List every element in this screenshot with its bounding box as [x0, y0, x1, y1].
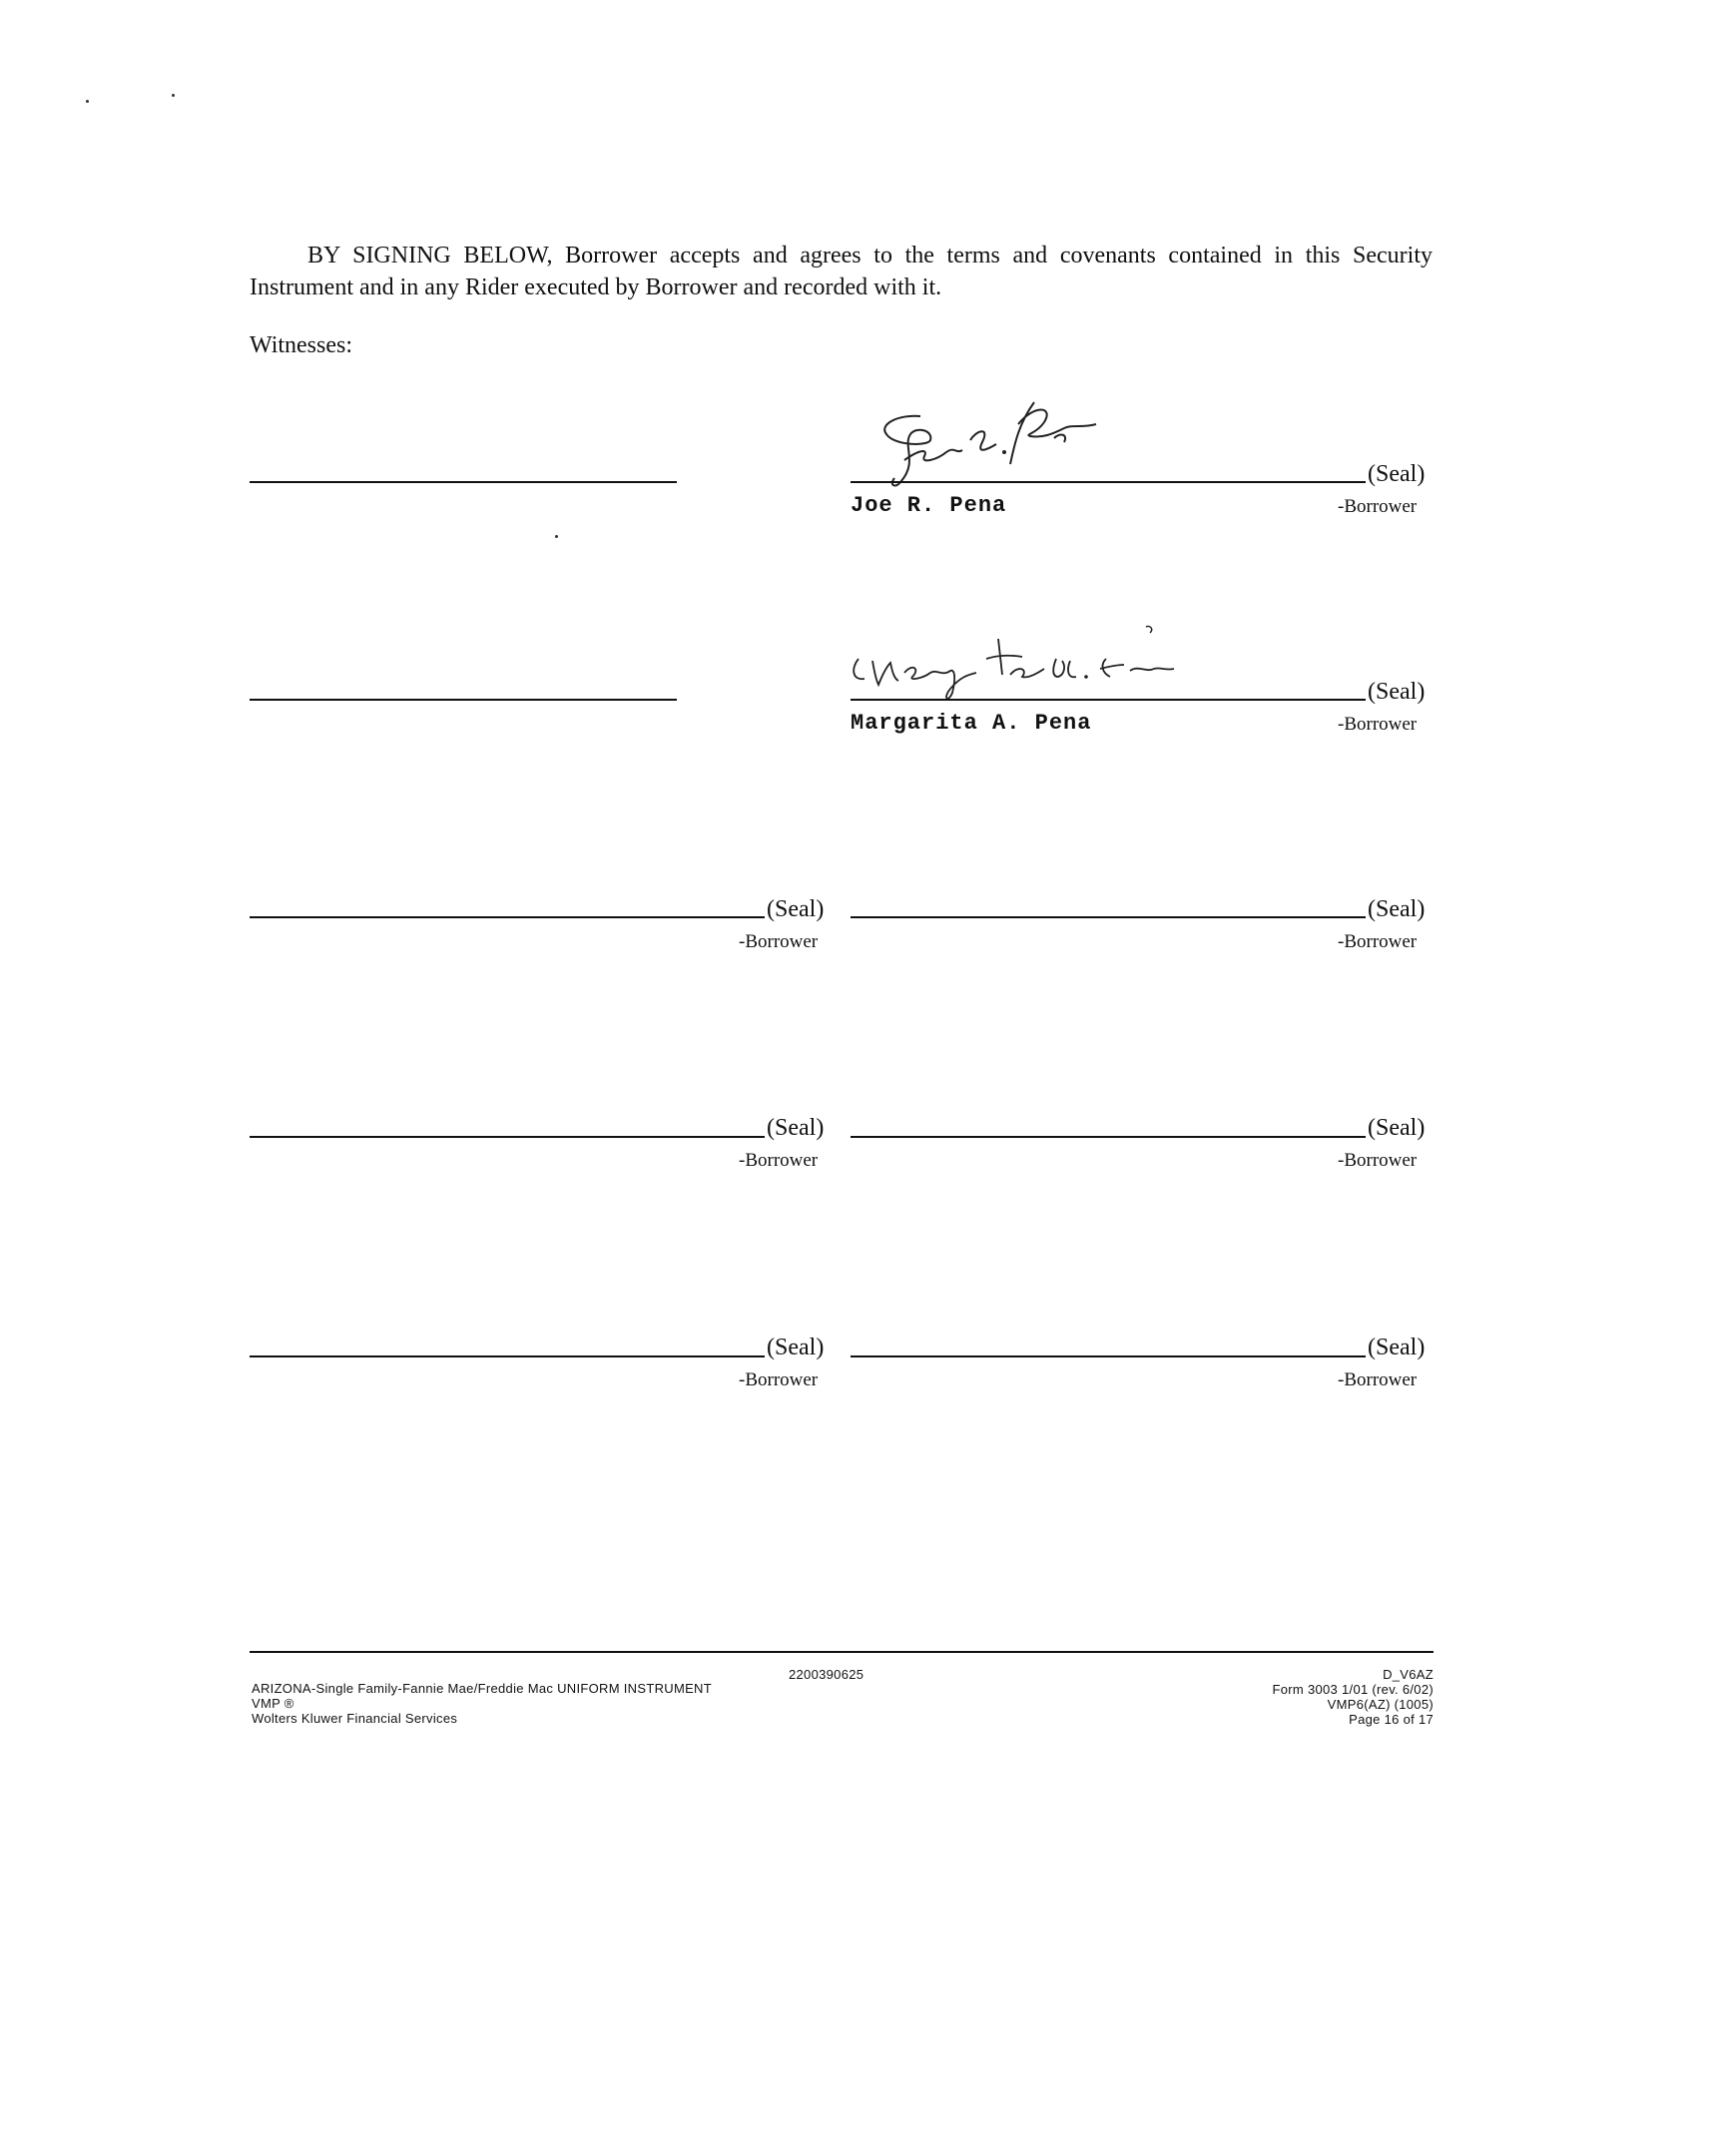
borrower-label: -Borrower	[1338, 1369, 1418, 1390]
intro-text: BY SIGNING BELOW, Borrower accepts and agrees to the terms and covenants contained in this Security Instrument and in any Rider executed by Borrower and recorded with it.	[250, 243, 1433, 300]
seal-label: (Seal)	[1368, 461, 1426, 487]
borrower-signature-line	[851, 1136, 1366, 1138]
signer-name: Joe R. Pena	[851, 493, 1007, 518]
footer-form-description: ARIZONA-Single Family-Fannie Mae/Freddie Mac UNIFORM INSTRUMENT	[252, 1681, 712, 1696]
footer-form-number: Form 3003 1/01 (rev. 6/02)	[1272, 1682, 1434, 1697]
borrower-label: -Borrower	[739, 931, 819, 952]
footer-rule	[250, 1651, 1434, 1653]
scan-speck	[555, 535, 558, 538]
borrower-signature-line	[250, 916, 765, 918]
borrower-label: -Borrower	[739, 1369, 819, 1390]
seal-label: (Seal)	[767, 1115, 825, 1141]
footer-doc-code: D_V6AZ	[1383, 1667, 1434, 1682]
signer-name: Margarita A. Pena	[851, 711, 1092, 736]
signature-joe-pena	[859, 394, 1128, 494]
borrower-signature-line	[851, 481, 1366, 483]
signature-margarita-pena	[839, 619, 1198, 709]
footer-page-number: Page 16 of 17	[1349, 1712, 1434, 1727]
borrower-signature-line	[851, 916, 1366, 918]
borrower-signature-line	[250, 1355, 765, 1357]
footer-left-block	[252, 1681, 712, 1726]
footer-vmp-code: VMP6(AZ) (1005)	[1327, 1697, 1434, 1712]
seal-label: (Seal)	[1368, 679, 1426, 705]
seal-label: (Seal)	[767, 896, 825, 922]
borrower-label: -Borrower	[1338, 1150, 1418, 1171]
borrower-label: -Borrower	[1338, 931, 1418, 952]
seal-label: (Seal)	[767, 1335, 825, 1360]
intro-paragraph	[250, 240, 1433, 303]
seal-label: (Seal)	[1368, 1115, 1426, 1141]
borrower-label: -Borrower	[739, 1150, 819, 1171]
footer-loan-number: 2200390625	[789, 1667, 864, 1682]
seal-label: (Seal)	[1368, 896, 1426, 922]
witnesses-label: Witnesses:	[250, 332, 353, 358]
witness-signature-line	[250, 699, 677, 701]
borrower-label: -Borrower	[1338, 714, 1418, 735]
seal-label: (Seal)	[1368, 1335, 1426, 1360]
borrower-signature-line	[250, 1136, 765, 1138]
borrower-label: -Borrower	[1338, 496, 1418, 517]
scan-speck	[172, 94, 175, 97]
footer-vmp: VMP ®	[252, 1696, 294, 1711]
footer-right-block	[1273, 1667, 1434, 1727]
scan-speck	[86, 100, 89, 103]
witness-signature-line	[250, 481, 677, 483]
footer-publisher: Wolters Kluwer Financial Services	[252, 1711, 458, 1726]
borrower-signature-line	[851, 1355, 1366, 1357]
borrower-signature-line	[851, 699, 1366, 701]
